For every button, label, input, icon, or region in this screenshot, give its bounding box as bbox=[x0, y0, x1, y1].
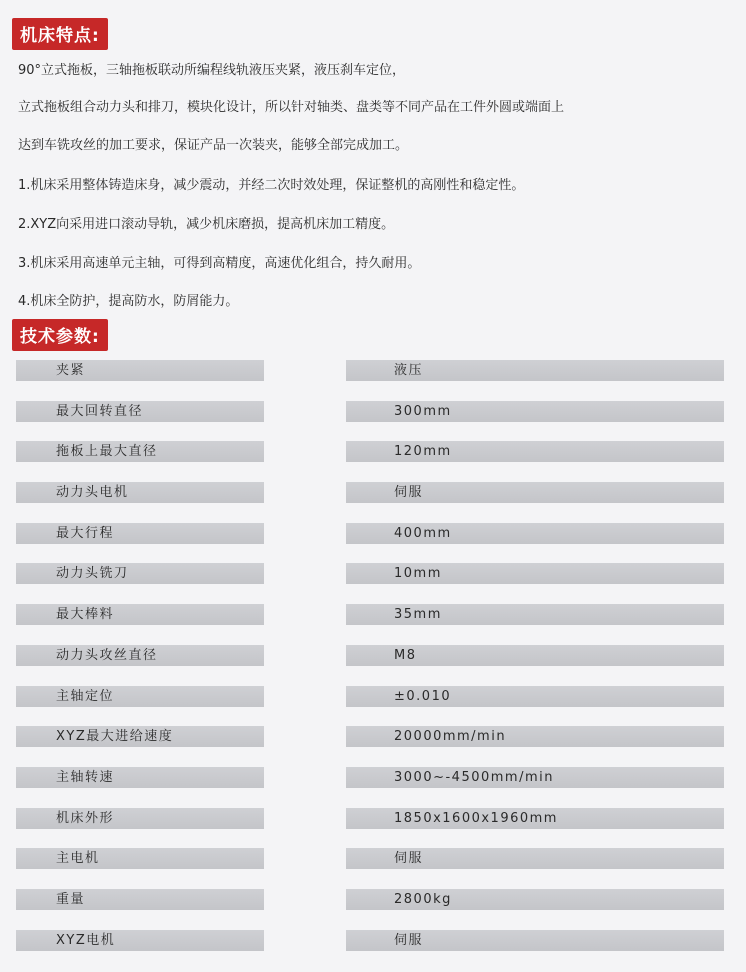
spec-row bbox=[0, 563, 746, 604]
spec-row bbox=[0, 482, 746, 523]
spec-value: 400mm bbox=[346, 523, 724, 544]
spec-row bbox=[0, 401, 746, 442]
spec-row bbox=[0, 645, 746, 686]
spec-value: ±0.010 bbox=[346, 686, 724, 707]
spec-label: 主轴定位 bbox=[16, 686, 264, 707]
spec-row bbox=[0, 441, 746, 482]
spec-label: 动力头铣刀 bbox=[16, 563, 264, 584]
spec-label: 最大行程 bbox=[16, 523, 264, 544]
spec-value: 20000mm/min bbox=[346, 726, 724, 747]
spec-value: 3000~-4500mm/min bbox=[346, 767, 724, 788]
spec-label: 重量 bbox=[16, 889, 264, 910]
spec-value: 液压 bbox=[346, 360, 724, 381]
spec-label: 最大回转直径 bbox=[16, 401, 264, 422]
spec-label: 最大棒料 bbox=[16, 604, 264, 625]
spec-label: XYZ电机 bbox=[16, 930, 264, 951]
spec-value: 1850x1600x1960mm bbox=[346, 808, 724, 829]
spec-row bbox=[0, 889, 746, 930]
spec-row bbox=[0, 808, 746, 849]
spec-value: 10mm bbox=[346, 563, 724, 584]
intro-line-3: 达到车铣攻丝的加工要求，保证产品一次装夹，能够全部完成加工。 bbox=[18, 138, 409, 153]
feature-item: 1.机床采用整体铸造床身，减少震动，并经二次时效处理，保证整机的高刚性和稳定性。 bbox=[18, 178, 525, 193]
spec-label: 主电机 bbox=[16, 848, 264, 869]
spec-value: 伺服 bbox=[346, 930, 724, 951]
feature-item: 3.机床采用高速单元主轴，可得到高精度，高速优化组合，持久耐用。 bbox=[18, 256, 421, 271]
spec-value: 伺服 bbox=[346, 848, 724, 869]
spec-row bbox=[0, 848, 746, 889]
spec-value: 120mm bbox=[346, 441, 724, 462]
spec-label: 机床外形 bbox=[16, 808, 264, 829]
spec-label: 动力头攻丝直径 bbox=[16, 645, 264, 666]
spec-value: 300mm bbox=[346, 401, 724, 422]
spec-label: XYZ最大进给速度 bbox=[16, 726, 264, 747]
feature-item: 4.机床全防护，提高防水，防屑能力。 bbox=[18, 294, 239, 309]
intro-line-1: 90°立式拖板，三轴拖板联动所编程线轨液压夹紧，液压刹车定位， bbox=[18, 63, 406, 78]
feature-item: 2.XYZ向采用进口滚动导轨，减少机床磨损，提高机床加工精度。 bbox=[18, 217, 395, 232]
spec-value: 伺服 bbox=[346, 482, 724, 503]
specs-heading: 技术参数: bbox=[12, 319, 108, 351]
spec-row bbox=[0, 604, 746, 645]
spec-row bbox=[0, 523, 746, 564]
spec-table bbox=[0, 360, 746, 970]
spec-row bbox=[0, 686, 746, 727]
spec-row bbox=[0, 767, 746, 808]
spec-label: 夹紧 bbox=[16, 360, 264, 381]
spec-value: 2800kg bbox=[346, 889, 724, 910]
spec-label: 动力头电机 bbox=[16, 482, 264, 503]
features-heading: 机床特点: bbox=[12, 18, 108, 50]
spec-row bbox=[0, 726, 746, 767]
spec-row bbox=[0, 930, 746, 971]
intro-line-2: 立式拖板组合动力头和排刀，模块化设计，所以针对轴类、盘类等不同产品在工件外圆或端面上 bbox=[18, 100, 565, 115]
spec-label: 主轴转速 bbox=[16, 767, 264, 788]
spec-value: 35mm bbox=[346, 604, 724, 625]
spec-row bbox=[0, 360, 746, 401]
spec-value: M8 bbox=[346, 645, 724, 666]
spec-label: 拖板上最大直径 bbox=[16, 441, 264, 462]
